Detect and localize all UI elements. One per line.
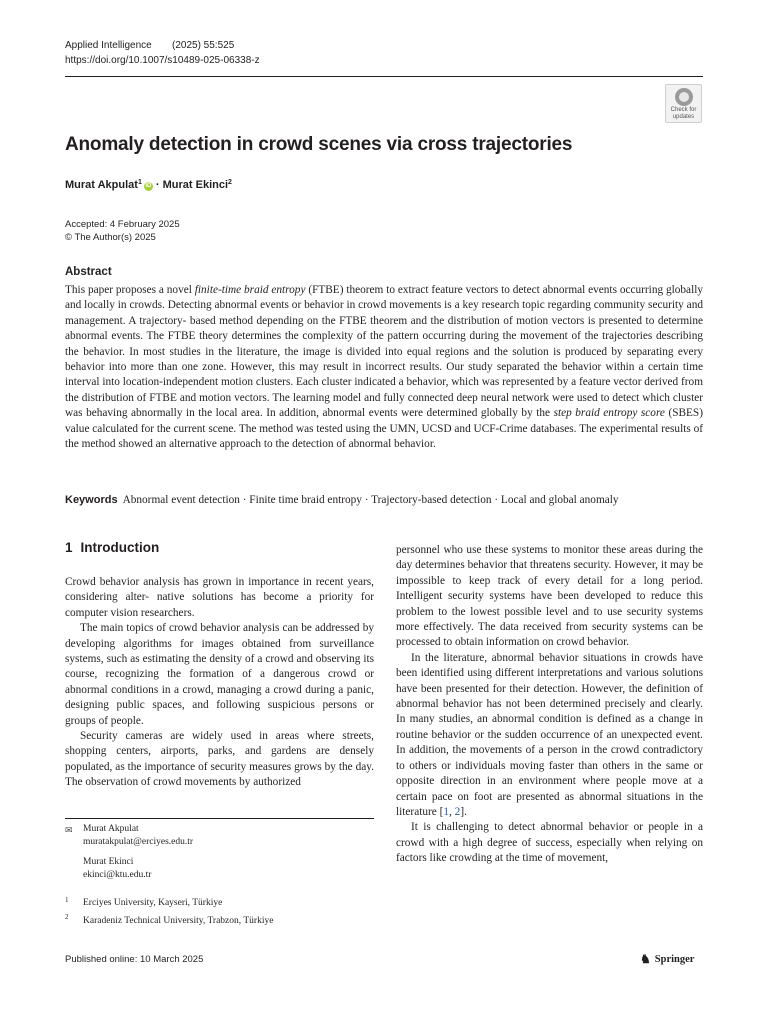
header-divider	[65, 76, 703, 77]
paragraph: The main topics of crowd behavior analysis can be addressed by developing algorithms for images obtained from surveillance systems, such as estimating the density of a crowd and observing its course, recognizing the formation of a dangerous crowd or abnormal conditions in a crowd, managing a crowd during a panic, designing public spaces, and following suspicious persons or groups of people.	[65, 622, 374, 727]
paper-title: Anomaly detection in crowd scenes via cross trajectories	[65, 134, 573, 155]
published-date: Published online: 10 March 2025	[65, 954, 204, 965]
contact-name: Murat Akpulat	[83, 824, 139, 834]
author-list	[65, 179, 232, 191]
check-for-updates-badge[interactable]	[665, 84, 702, 123]
author-name[interactable]: Murat Ekinci	[162, 179, 229, 191]
paragraph: Crowd behavior analysis has grown in importance in recent years, considering alter- native solutions has become a priority for computer vision researchers.	[65, 576, 374, 619]
affiliation-marker: 1	[137, 179, 142, 186]
paragraph: Security cameras are widely used in areas where streets, shopping centers, airports, parks, and gardens are densely populated, as the importance of security measures grows by the day. The observation of crowd movements by authorized	[65, 730, 374, 789]
paragraph: It is challenging to detect abnormal behavior or people in a crowd with a high degree of success, especially when relying on factors like crowding at the time of movement,	[396, 821, 703, 865]
author-separator: ·	[155, 179, 160, 191]
paragraph: personnel who use these systems to monitor these areas during the day determines behavior that threatens security. However, it may be impossible to keep track of every detail for a long period. Intelligent security systems have been developed to reduce this problem to the lowest possible level and to use security systems more effectively. The data received from security systems can be processed to obtain information on crowd behavior.	[396, 544, 703, 649]
contact-email[interactable]: muratakpulat@erciyes.edu.tr	[83, 837, 194, 847]
contact-email[interactable]: ekinci@ktu.edu.tr	[83, 870, 152, 880]
paragraph: In the literature, abnormal behavior situations in crowds have been identified using different interpretations and various solutions have been presented for their detection. However, the definition of abnormal behavior has not been determined precisely and clearly. In many studies, an abnormal condition is defined as a change in routine behavior or the sudden occurrence of an unexpected event. In addition, the movements of a person in the crowd contradictory to others or individuals moving faster than others in the same or opposite direction in an environment where people move at a certain pace on foot are presented as abnormal situations in the literature [1, 2].	[396, 651, 703, 818]
citation-link[interactable]: 1	[443, 805, 450, 818]
section-title: Introduction	[80, 540, 160, 555]
body-column-left	[65, 575, 374, 791]
doi-link[interactable]: https://doi.org/10.1007/s10489-025-06338-z	[65, 55, 260, 66]
journal-name: Applied Intelligence	[65, 40, 152, 51]
publisher-logo: ♞ Springer	[640, 952, 695, 966]
journal-citation: (2025) 55:525	[172, 40, 235, 51]
affiliation-number: 1	[65, 896, 69, 904]
section-number: 1	[65, 540, 73, 555]
citation-link[interactable]: 2	[454, 805, 461, 818]
check-for-updates-icon	[675, 88, 693, 106]
accepted-date: Accepted: 4 February 2025	[65, 219, 180, 230]
keywords-text: Abnormal event detection · Finite time braid entropy · Trajectory-based detection · Local and global anomaly	[122, 494, 619, 506]
affiliation-marker: 2	[228, 179, 232, 186]
body-column-right	[396, 543, 703, 867]
journal-header	[65, 40, 234, 51]
springer-horse-icon: ♞	[640, 952, 651, 966]
abstract-heading: Abstract	[65, 266, 112, 278]
keywords-label: Keywords	[65, 494, 118, 506]
envelope-icon: ✉	[65, 825, 73, 835]
author-name[interactable]: Murat Akpulat	[65, 179, 138, 191]
copyright-notice: © The Author(s) 2025	[65, 232, 156, 243]
abstract-text: This paper proposes a novel finite-time braid entropy (FTBE) theorem to extract feature vectors to detect abnormal events occurring globally and locally in crowds. Detecting abnormal events or behavior in crowd movements is a key research topic regarding community security and management. A trajectory- based method depending on the FTBE theorem and the distribution of motion vectors is presented to determine abnormal events. The FTBE theory determines the complexity of the pattern occurring during the movement of the trajectories describing the behavior. In most studies in the literature, the image is divided into equal regions and the solution is produced by separating every behavior into more than one zone. However, this may result in incorrect results. Our study separated the behavior within a certain time interval into location-independent motion clusters. Each cluster indicated a behavior, which was represented by a feature vector derived from the distribution of FTBE and motion vectors. The learning model and fully connected deep neural network were used to detect which cluster was behaving abnormally in the local area. In addition, abnormal events were determined globally by the step braid entropy score (SBES) value calculated for the current scene. The method was tested using the UMN, UCSD and UCF-Crime databases. The experimental results of the method showed an alternative approach to the detection of abnormal behavior.	[65, 284, 703, 451]
orcid-icon[interactable]: iD	[145, 183, 152, 189]
affiliation: Karadeniz Technical University, Trabzon, Türkiye	[83, 916, 274, 926]
affiliation-number: 2	[65, 913, 69, 921]
keywords	[65, 494, 715, 506]
contact-name: Murat Ekinci	[83, 857, 134, 867]
author-contact	[83, 856, 151, 882]
section-heading	[65, 540, 159, 555]
corresponding-contact	[83, 823, 193, 849]
affiliation: Erciyes University, Kayseri, Türkiye	[83, 898, 223, 908]
footnote-divider	[65, 818, 374, 819]
check-for-updates-label: Check for updates	[670, 107, 697, 120]
